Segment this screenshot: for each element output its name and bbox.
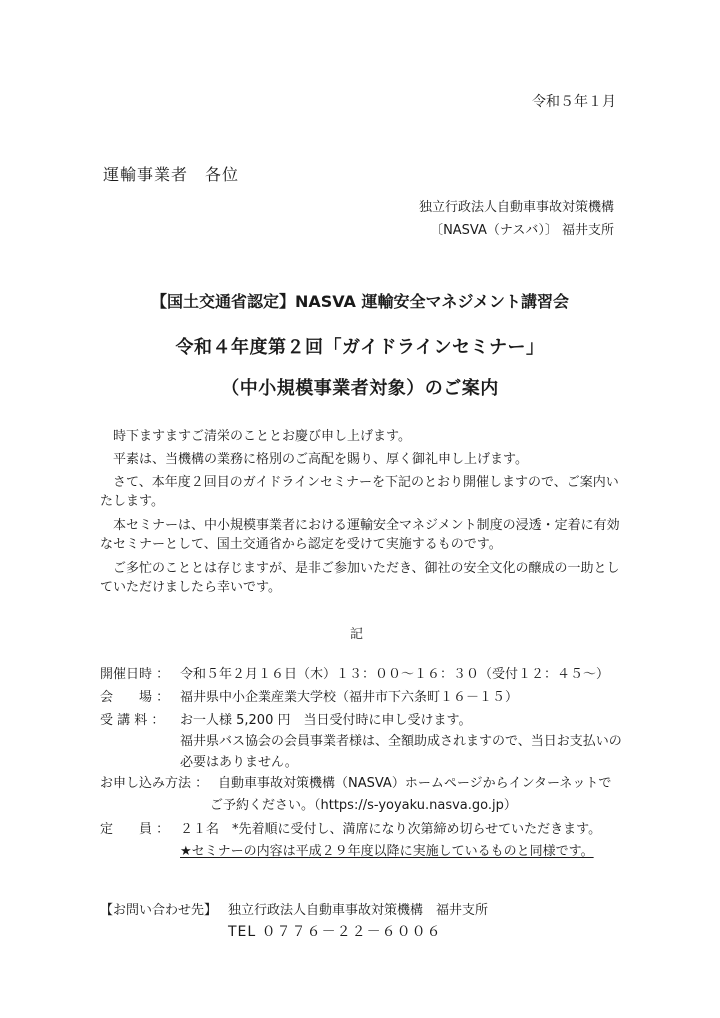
title-line-3: （中小規模事業者対象）のご案内 xyxy=(221,378,499,399)
inquiry-label: 【お問い合わせ先】 xyxy=(100,903,218,918)
ki-heading: 記 xyxy=(350,627,364,642)
issue-date: 令和５年１月 xyxy=(532,94,616,110)
fee-note-line-1: 福井県バス協会の会員事業者様は、全額助成されますので、当日お支払いの xyxy=(180,734,622,749)
capacity-label: 定 員 ： xyxy=(100,822,170,837)
body-paragraph-4: 本セミナーは、中小規模事業者における運輸安全マネジメント制度の浸透・定着に有効なセミナーとして、国土交通省から認定を受けて実施するものです。 xyxy=(100,518,620,552)
inquiry-phone: TEL ０７７６－２２－６００６ xyxy=(228,924,442,940)
fee-note-line-2: 必要はありません。 xyxy=(180,755,298,770)
venue-label: 会 場 ： xyxy=(100,690,170,705)
sender-branch: 〔NASVA（ナスバ）〕 福井支所 xyxy=(430,223,614,238)
body-paragraph-1: 時下ますますご清栄のこととお慶び申し上げます。 xyxy=(113,429,411,444)
body-paragraph-3: さて、本年度２回目のガイドラインセミナーを下記のとおり開催しますので、ご案内いたします。 xyxy=(100,475,619,509)
sender-organization: 独立行政法人自動車事故対策機構 xyxy=(418,200,614,215)
apply-value-line-2: ご予約ください。（https://s-yoyaku.nasva.go.jp） xyxy=(210,798,517,813)
inquiry-organization: 独立行政法人自動車事故対策機構 福井支所 xyxy=(228,903,489,918)
apply-label: お申し込み方法 ： xyxy=(100,776,209,791)
title-line-1: 【国土交通省認定】NASVA 運輸安全マネジメント講習会 xyxy=(150,292,570,311)
recipient: 運輸事業者 各位 xyxy=(103,165,240,184)
date-value: 令和５年２月１６日（木）１３：００～１６：３０（受付１２：４５～） xyxy=(180,667,610,682)
body-paragraph-5: ご多忙のこととは存じますが、是非ご参加いただき、御社の安全文化の醸成の一助としていただけましたら幸いです。 xyxy=(100,561,620,595)
apply-value: 自動車事故対策機構（NASVA）ホームページからインターネットで xyxy=(218,776,612,791)
venue-value: 福井県中小企業産業大学校（福井市下六条町１６－１５） xyxy=(180,690,519,705)
date-label: 開催日時 ： xyxy=(100,667,170,682)
body-paragraph-2: 平素は、当機構の業務に格別のご高配を賜り、厚く御礼申し上げます。 xyxy=(113,452,528,467)
fee-value: お一人様 5,200 円 当日受付時に申し受けます。 xyxy=(180,713,472,728)
fee-label: 受 講 料 ： xyxy=(100,713,165,728)
seminar-note: ★セミナーの内容は平成２９年度以降に実施しているものと同様です。 xyxy=(180,844,594,859)
capacity-value: ２１名 *先着順に受付し、満席になり次第締め切らせていただきます。 xyxy=(180,822,602,837)
title-line-2: 令和４年度第２回「ガイドラインセミナー」 xyxy=(175,337,545,358)
